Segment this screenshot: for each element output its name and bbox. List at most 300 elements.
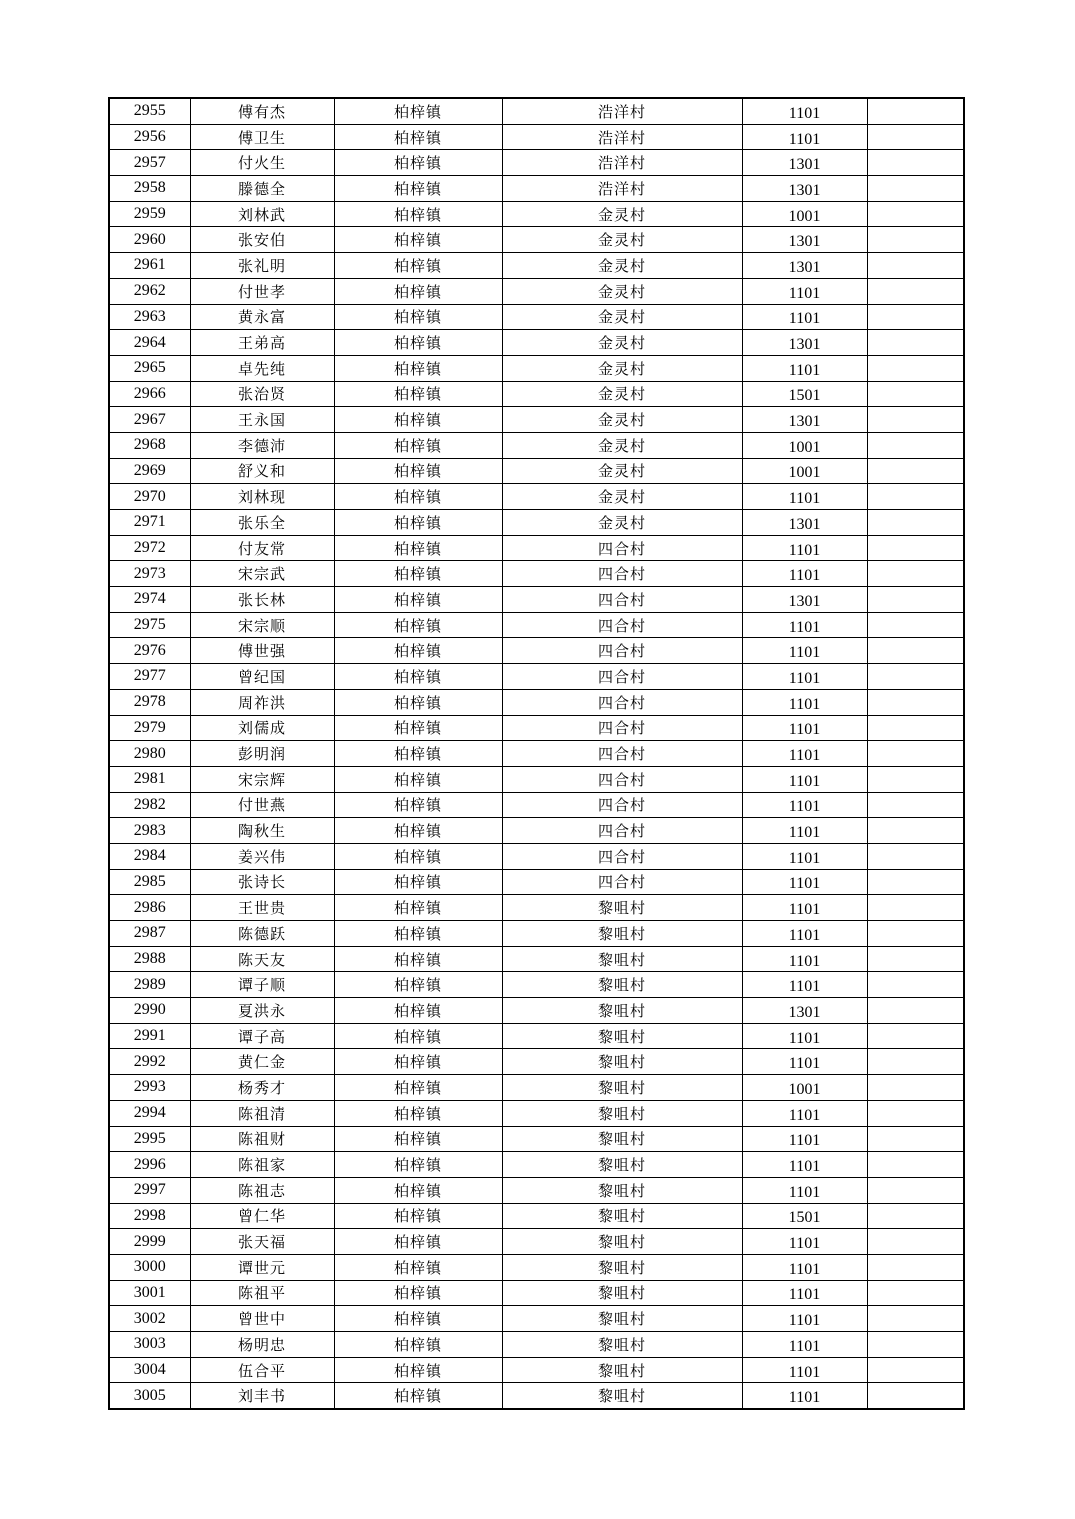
serial-number-cell: 2978	[109, 689, 190, 715]
name-cell: 黄永富	[190, 304, 334, 330]
village-cell: 黎咀村	[502, 1203, 742, 1229]
village-cell: 四合村	[502, 869, 742, 895]
serial-number-cell: 2996	[109, 1152, 190, 1178]
note-cell	[867, 407, 964, 433]
amount-cell: 1101	[742, 355, 867, 381]
name-cell: 刘林现	[190, 484, 334, 510]
note-cell	[867, 1126, 964, 1152]
town-cell: 柏梓镇	[334, 1229, 502, 1255]
town-cell: 柏梓镇	[334, 1177, 502, 1203]
serial-number-cell: 2987	[109, 921, 190, 947]
name-cell: 滕德全	[190, 176, 334, 202]
serial-number-cell: 2971	[109, 510, 190, 536]
note-cell	[867, 1049, 964, 1075]
amount-cell: 1101	[742, 612, 867, 638]
note-cell	[867, 484, 964, 510]
name-cell: 彭明润	[190, 741, 334, 767]
table-row	[109, 355, 964, 381]
table-row	[109, 278, 964, 304]
town-cell: 柏梓镇	[334, 895, 502, 921]
town-cell: 柏梓镇	[334, 921, 502, 947]
name-cell: 陈祖财	[190, 1126, 334, 1152]
table-row	[109, 535, 964, 561]
serial-number-cell: 2997	[109, 1177, 190, 1203]
subsidy-table	[108, 97, 965, 1410]
village-cell: 四合村	[502, 715, 742, 741]
village-cell: 黎咀村	[502, 1100, 742, 1126]
name-cell: 傅有杰	[190, 98, 334, 124]
town-cell: 柏梓镇	[334, 638, 502, 664]
name-cell: 张礼明	[190, 253, 334, 279]
table-row	[109, 946, 964, 972]
serial-number-cell: 2972	[109, 535, 190, 561]
serial-number-cell: 2983	[109, 818, 190, 844]
note-cell	[867, 895, 964, 921]
note-cell	[867, 253, 964, 279]
note-cell	[867, 1383, 964, 1409]
village-cell: 四合村	[502, 638, 742, 664]
name-cell: 陈祖家	[190, 1152, 334, 1178]
amount-cell: 1101	[742, 484, 867, 510]
village-cell: 黎咀村	[502, 998, 742, 1024]
serial-number-cell: 2992	[109, 1049, 190, 1075]
name-cell: 舒义和	[190, 458, 334, 484]
table-row	[109, 895, 964, 921]
amount-cell: 1101	[742, 792, 867, 818]
town-cell: 柏梓镇	[334, 587, 502, 613]
table-row	[109, 1075, 964, 1101]
village-cell: 浩洋村	[502, 150, 742, 176]
serial-number-cell: 2958	[109, 176, 190, 202]
town-cell: 柏梓镇	[334, 510, 502, 536]
amount-cell: 1101	[742, 895, 867, 921]
note-cell	[867, 1152, 964, 1178]
town-cell: 柏梓镇	[334, 535, 502, 561]
village-cell: 黎咀村	[502, 972, 742, 998]
table-row	[109, 432, 964, 458]
note-cell	[867, 689, 964, 715]
village-cell: 黎咀村	[502, 921, 742, 947]
serial-number-cell: 2962	[109, 278, 190, 304]
serial-number-cell: 2959	[109, 201, 190, 227]
name-cell: 付世孝	[190, 278, 334, 304]
amount-cell: 1301	[742, 150, 867, 176]
serial-number-cell: 2984	[109, 843, 190, 869]
name-cell: 黄仁金	[190, 1049, 334, 1075]
town-cell: 柏梓镇	[334, 1023, 502, 1049]
serial-number-cell: 2976	[109, 638, 190, 664]
table-row	[109, 1023, 964, 1049]
name-cell: 刘丰书	[190, 1383, 334, 1409]
note-cell	[867, 561, 964, 587]
amount-cell: 1101	[742, 946, 867, 972]
village-cell: 黎咀村	[502, 1023, 742, 1049]
amount-cell: 1001	[742, 458, 867, 484]
name-cell: 刘儒成	[190, 715, 334, 741]
table-row	[109, 715, 964, 741]
amount-cell: 1301	[742, 176, 867, 202]
amount-cell: 1101	[742, 921, 867, 947]
village-cell: 金灵村	[502, 484, 742, 510]
name-cell: 谭世元	[190, 1254, 334, 1280]
town-cell: 柏梓镇	[334, 1126, 502, 1152]
note-cell	[867, 330, 964, 356]
serial-number-cell: 2969	[109, 458, 190, 484]
serial-number-cell: 3001	[109, 1280, 190, 1306]
amount-cell: 1301	[742, 253, 867, 279]
town-cell: 柏梓镇	[334, 1383, 502, 1409]
amount-cell: 1101	[742, 1152, 867, 1178]
note-cell	[867, 921, 964, 947]
town-cell: 柏梓镇	[334, 869, 502, 895]
town-cell: 柏梓镇	[334, 1100, 502, 1126]
town-cell: 柏梓镇	[334, 484, 502, 510]
table-row	[109, 1177, 964, 1203]
amount-cell: 1101	[742, 1332, 867, 1358]
village-cell: 金灵村	[502, 253, 742, 279]
amount-cell: 1101	[742, 535, 867, 561]
serial-number-cell: 2991	[109, 1023, 190, 1049]
name-cell: 曾世中	[190, 1306, 334, 1332]
name-cell: 付世燕	[190, 792, 334, 818]
name-cell: 周祚洪	[190, 689, 334, 715]
amount-cell: 1101	[742, 278, 867, 304]
note-cell	[867, 766, 964, 792]
name-cell: 王永国	[190, 407, 334, 433]
table-row	[109, 1229, 964, 1255]
town-cell: 柏梓镇	[334, 792, 502, 818]
table-row	[109, 1126, 964, 1152]
amount-cell: 1101	[742, 843, 867, 869]
name-cell: 刘林武	[190, 201, 334, 227]
town-cell: 柏梓镇	[334, 1152, 502, 1178]
village-cell: 金灵村	[502, 330, 742, 356]
note-cell	[867, 381, 964, 407]
table-row	[109, 818, 964, 844]
serial-number-cell: 2993	[109, 1075, 190, 1101]
amount-cell: 1101	[742, 1177, 867, 1203]
village-cell: 金灵村	[502, 407, 742, 433]
table-row	[109, 1203, 964, 1229]
town-cell: 柏梓镇	[334, 458, 502, 484]
note-cell	[867, 1100, 964, 1126]
serial-number-cell: 2995	[109, 1126, 190, 1152]
amount-cell: 1101	[742, 124, 867, 150]
town-cell: 柏梓镇	[334, 1357, 502, 1383]
table-row	[109, 638, 964, 664]
name-cell: 陈祖志	[190, 1177, 334, 1203]
amount-cell: 1101	[742, 1254, 867, 1280]
name-cell: 曾仁华	[190, 1203, 334, 1229]
village-cell: 黎咀村	[502, 1075, 742, 1101]
note-cell	[867, 278, 964, 304]
amount-cell: 1001	[742, 201, 867, 227]
amount-cell: 1101	[742, 766, 867, 792]
note-cell	[867, 176, 964, 202]
name-cell: 陈祖清	[190, 1100, 334, 1126]
name-cell: 卓先纯	[190, 355, 334, 381]
village-cell: 四合村	[502, 535, 742, 561]
town-cell: 柏梓镇	[334, 998, 502, 1024]
town-cell: 柏梓镇	[334, 664, 502, 690]
name-cell: 夏洪永	[190, 998, 334, 1024]
village-cell: 金灵村	[502, 510, 742, 536]
note-cell	[867, 1280, 964, 1306]
table-row	[109, 201, 964, 227]
serial-number-cell: 2989	[109, 972, 190, 998]
serial-number-cell: 2990	[109, 998, 190, 1024]
village-cell: 金灵村	[502, 278, 742, 304]
name-cell: 姜兴伟	[190, 843, 334, 869]
town-cell: 柏梓镇	[334, 1075, 502, 1101]
village-cell: 四合村	[502, 766, 742, 792]
town-cell: 柏梓镇	[334, 253, 502, 279]
town-cell: 柏梓镇	[334, 561, 502, 587]
note-cell	[867, 304, 964, 330]
amount-cell: 1101	[742, 561, 867, 587]
serial-number-cell: 2974	[109, 587, 190, 613]
town-cell: 柏梓镇	[334, 304, 502, 330]
town-cell: 柏梓镇	[334, 715, 502, 741]
village-cell: 黎咀村	[502, 895, 742, 921]
village-cell: 金灵村	[502, 355, 742, 381]
table-row	[109, 1357, 964, 1383]
name-cell: 张治贤	[190, 381, 334, 407]
serial-number-cell: 2977	[109, 664, 190, 690]
note-cell	[867, 715, 964, 741]
table-row	[109, 1100, 964, 1126]
note-cell	[867, 535, 964, 561]
amount-cell: 1501	[742, 1203, 867, 1229]
table-row	[109, 921, 964, 947]
serial-number-cell: 2973	[109, 561, 190, 587]
serial-number-cell: 2964	[109, 330, 190, 356]
amount-cell: 1101	[742, 98, 867, 124]
table-row	[109, 458, 964, 484]
village-cell: 四合村	[502, 792, 742, 818]
village-cell: 黎咀村	[502, 1280, 742, 1306]
name-cell: 王世贵	[190, 895, 334, 921]
name-cell: 伍合平	[190, 1357, 334, 1383]
note-cell	[867, 1357, 964, 1383]
village-cell: 黎咀村	[502, 1152, 742, 1178]
town-cell: 柏梓镇	[334, 98, 502, 124]
table-row	[109, 689, 964, 715]
town-cell: 柏梓镇	[334, 1049, 502, 1075]
town-cell: 柏梓镇	[334, 150, 502, 176]
note-cell	[867, 818, 964, 844]
name-cell: 付友常	[190, 535, 334, 561]
table-row	[109, 484, 964, 510]
village-cell: 四合村	[502, 818, 742, 844]
table-row	[109, 1332, 964, 1358]
village-cell: 黎咀村	[502, 1306, 742, 1332]
table-row	[109, 766, 964, 792]
village-cell: 黎咀村	[502, 1357, 742, 1383]
note-cell	[867, 124, 964, 150]
amount-cell: 1101	[742, 1306, 867, 1332]
town-cell: 柏梓镇	[334, 1203, 502, 1229]
note-cell	[867, 741, 964, 767]
serial-number-cell: 2975	[109, 612, 190, 638]
town-cell: 柏梓镇	[334, 201, 502, 227]
table-row	[109, 510, 964, 536]
amount-cell: 1501	[742, 381, 867, 407]
name-cell: 谭子高	[190, 1023, 334, 1049]
town-cell: 柏梓镇	[334, 689, 502, 715]
amount-cell: 1101	[742, 638, 867, 664]
note-cell	[867, 458, 964, 484]
serial-number-cell: 3004	[109, 1357, 190, 1383]
note-cell	[867, 587, 964, 613]
town-cell: 柏梓镇	[334, 1332, 502, 1358]
note-cell	[867, 1332, 964, 1358]
amount-cell: 1101	[742, 1023, 867, 1049]
village-cell: 金灵村	[502, 458, 742, 484]
town-cell: 柏梓镇	[334, 1254, 502, 1280]
note-cell	[867, 1229, 964, 1255]
amount-cell: 1101	[742, 664, 867, 690]
amount-cell: 1001	[742, 1075, 867, 1101]
amount-cell: 1101	[742, 869, 867, 895]
table-row	[109, 304, 964, 330]
village-cell: 黎咀村	[502, 1049, 742, 1075]
town-cell: 柏梓镇	[334, 1280, 502, 1306]
note-cell	[867, 510, 964, 536]
serial-number-cell: 2994	[109, 1100, 190, 1126]
serial-number-cell: 3000	[109, 1254, 190, 1280]
name-cell: 李德沛	[190, 432, 334, 458]
table-row	[109, 792, 964, 818]
town-cell: 柏梓镇	[334, 330, 502, 356]
table-row	[109, 741, 964, 767]
name-cell: 付火生	[190, 150, 334, 176]
village-cell: 黎咀村	[502, 1254, 742, 1280]
serial-number-cell: 3002	[109, 1306, 190, 1332]
town-cell: 柏梓镇	[334, 407, 502, 433]
amount-cell: 1101	[742, 818, 867, 844]
amount-cell: 1101	[742, 1229, 867, 1255]
village-cell: 金灵村	[502, 432, 742, 458]
note-cell	[867, 227, 964, 253]
table-row	[109, 176, 964, 202]
name-cell: 张天福	[190, 1229, 334, 1255]
table-row	[109, 407, 964, 433]
table-row	[109, 1280, 964, 1306]
village-cell: 浩洋村	[502, 176, 742, 202]
name-cell: 张诗长	[190, 869, 334, 895]
note-cell	[867, 1306, 964, 1332]
town-cell: 柏梓镇	[334, 818, 502, 844]
name-cell: 张乐全	[190, 510, 334, 536]
name-cell: 宋宗辉	[190, 766, 334, 792]
serial-number-cell: 2980	[109, 741, 190, 767]
village-cell: 金灵村	[502, 381, 742, 407]
serial-number-cell: 2967	[109, 407, 190, 433]
serial-number-cell: 2955	[109, 98, 190, 124]
table-row	[109, 587, 964, 613]
amount-cell: 1301	[742, 998, 867, 1024]
note-cell	[867, 201, 964, 227]
serial-number-cell: 2998	[109, 1203, 190, 1229]
town-cell: 柏梓镇	[334, 176, 502, 202]
amount-cell: 1001	[742, 432, 867, 458]
note-cell	[867, 150, 964, 176]
note-cell	[867, 1177, 964, 1203]
village-cell: 浩洋村	[502, 124, 742, 150]
amount-cell: 1101	[742, 1383, 867, 1409]
serial-number-cell: 3005	[109, 1383, 190, 1409]
table-row	[109, 1152, 964, 1178]
village-cell: 黎咀村	[502, 1229, 742, 1255]
note-cell	[867, 1023, 964, 1049]
note-cell	[867, 972, 964, 998]
amount-cell: 1301	[742, 330, 867, 356]
village-cell: 金灵村	[502, 304, 742, 330]
name-cell: 宋宗武	[190, 561, 334, 587]
table-row	[109, 227, 964, 253]
amount-cell: 1301	[742, 227, 867, 253]
name-cell: 杨明忠	[190, 1332, 334, 1358]
village-cell: 金灵村	[502, 201, 742, 227]
serial-number-cell: 2986	[109, 895, 190, 921]
name-cell: 张安伯	[190, 227, 334, 253]
town-cell: 柏梓镇	[334, 843, 502, 869]
town-cell: 柏梓镇	[334, 612, 502, 638]
village-cell: 金灵村	[502, 227, 742, 253]
note-cell	[867, 98, 964, 124]
serial-number-cell: 2982	[109, 792, 190, 818]
amount-cell: 1101	[742, 304, 867, 330]
name-cell: 王弟高	[190, 330, 334, 356]
amount-cell: 1101	[742, 972, 867, 998]
village-cell: 黎咀村	[502, 946, 742, 972]
amount-cell: 1301	[742, 510, 867, 536]
name-cell: 陈天友	[190, 946, 334, 972]
town-cell: 柏梓镇	[334, 1306, 502, 1332]
table-row	[109, 998, 964, 1024]
village-cell: 四合村	[502, 843, 742, 869]
amount-cell: 1101	[742, 741, 867, 767]
town-cell: 柏梓镇	[334, 972, 502, 998]
table-row	[109, 1049, 964, 1075]
table-row	[109, 98, 964, 124]
name-cell: 杨秀才	[190, 1075, 334, 1101]
name-cell: 傅世强	[190, 638, 334, 664]
table-row	[109, 972, 964, 998]
table-row	[109, 381, 964, 407]
serial-number-cell: 2960	[109, 227, 190, 253]
village-cell: 黎咀村	[502, 1126, 742, 1152]
note-cell	[867, 664, 964, 690]
note-cell	[867, 998, 964, 1024]
note-cell	[867, 843, 964, 869]
village-cell: 黎咀村	[502, 1332, 742, 1358]
amount-cell: 1101	[742, 715, 867, 741]
table-row	[109, 330, 964, 356]
name-cell: 谭子顺	[190, 972, 334, 998]
amount-cell: 1301	[742, 587, 867, 613]
note-cell	[867, 638, 964, 664]
table-row	[109, 612, 964, 638]
name-cell: 陶秋生	[190, 818, 334, 844]
table-row	[109, 253, 964, 279]
serial-number-cell: 2966	[109, 381, 190, 407]
name-cell: 陈德跃	[190, 921, 334, 947]
table-row	[109, 561, 964, 587]
village-cell: 黎咀村	[502, 1177, 742, 1203]
amount-cell: 1101	[742, 1100, 867, 1126]
